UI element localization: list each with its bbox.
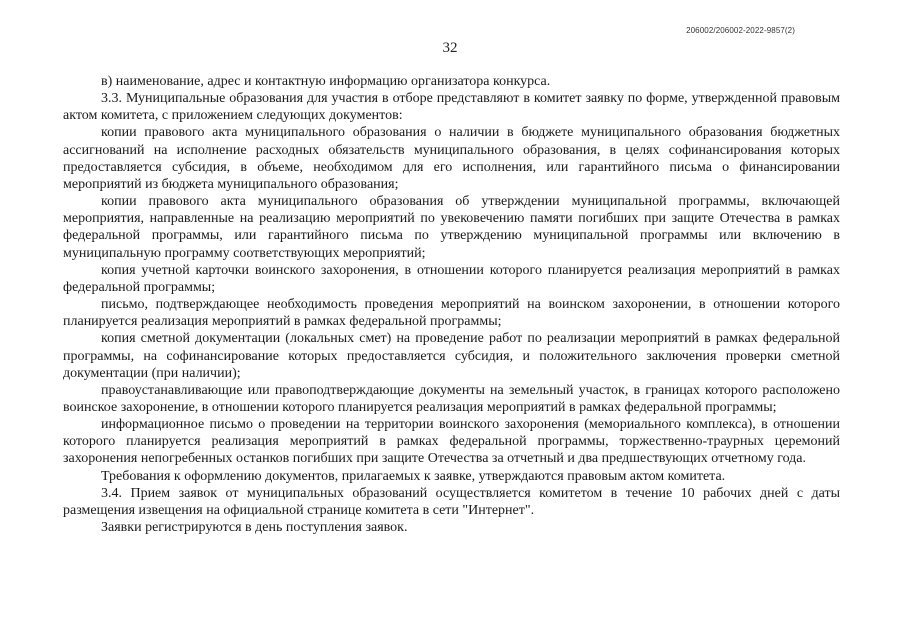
paragraph-burial-card: копия учетной карточки воинского захоронения, в отношении которого планируется реализация мероприятий в рамках федеральной программы; (63, 262, 840, 295)
paragraph-info-letter: информационное письмо о проведении на территории воинского захоронения (мемориального комплекса), в отношении которого планируется реализация мероприятий в рамках федеральной программы, торжественно-траурных церемоний захоронения непогребенных останков погибших при защите Отечества за отчетный и два предшествующих отчетному года. (63, 417, 840, 467)
paragraph-land-documents: правоустанавливающие или правоподтверждающие документы на земельный участок, в границах которого расположено воинское захоронение, в отношении которого планируется реализация мероприятий в рамках федеральной программы; (63, 382, 840, 415)
paragraph-necessity-letter: письмо, подтверждающее необходимость проведения мероприятий на воинском захоронении, в отношении которого планируется реализация мероприятий в рамках федеральной программы; (63, 297, 840, 330)
document-id: 206002/206002-2022-9857(2) (686, 26, 795, 35)
paragraph-registration: Заявки регистрируются в день поступления заявок. (101, 520, 408, 536)
paragraph-program-act: копии правового акта муниципального образования об утверждении муниципальной программы, включающей мероприятия, направленные на реализацию мероприятий по увековечению памяти погибших при защите Отечества в рамках федеральной программы, или гарантийного письма по утверждению муниципальной программы или включению в муниципальную программу соответствующих мероприятий; (63, 194, 840, 261)
page-number: 32 (442, 40, 458, 56)
paragraph-3-3: 3.3. Муниципальные образования для участия в отборе представляют в комитет заявку по форме, утвержденной правовым актом комитета, с приложением следующих документов: (63, 91, 840, 124)
paragraph-organizer-info: в) наименование, адрес и контактную информацию организатора конкурса. (101, 74, 551, 89)
paragraph-requirements: Требования к оформлению документов, прилагаемых к заявке, утверждаются правовым актом комитета. (101, 468, 726, 484)
paragraph-3-4: 3.4. Прием заявок от муниципальных образований осуществляется комитетом в течение 10 рабочих дней с даты размещения извещения на официальной странице комитета в сети "Интернет". (63, 485, 840, 518)
paragraph-estimate: копия сметной документации (локальных смет) на проведение работ по реализации мероприятий в рамках федеральной программы, на софинансирование которых предоставляется субсидия, и положительного заключения проверки сметной документации (при наличии); (63, 331, 840, 381)
document-body (63, 73, 840, 536)
paragraph-budget-act: копии правового акта муниципального образования о наличии в бюджете муниципального образования бюджетных ассигнований на исполнение расходных обязательств муниципального образования, в целях софинансирования которых предоставляется субсидия, в объеме, необходимом для его исполнения, или гарантийного письма о финансировании мероприятий из бюджета муниципального образования; (63, 125, 840, 192)
